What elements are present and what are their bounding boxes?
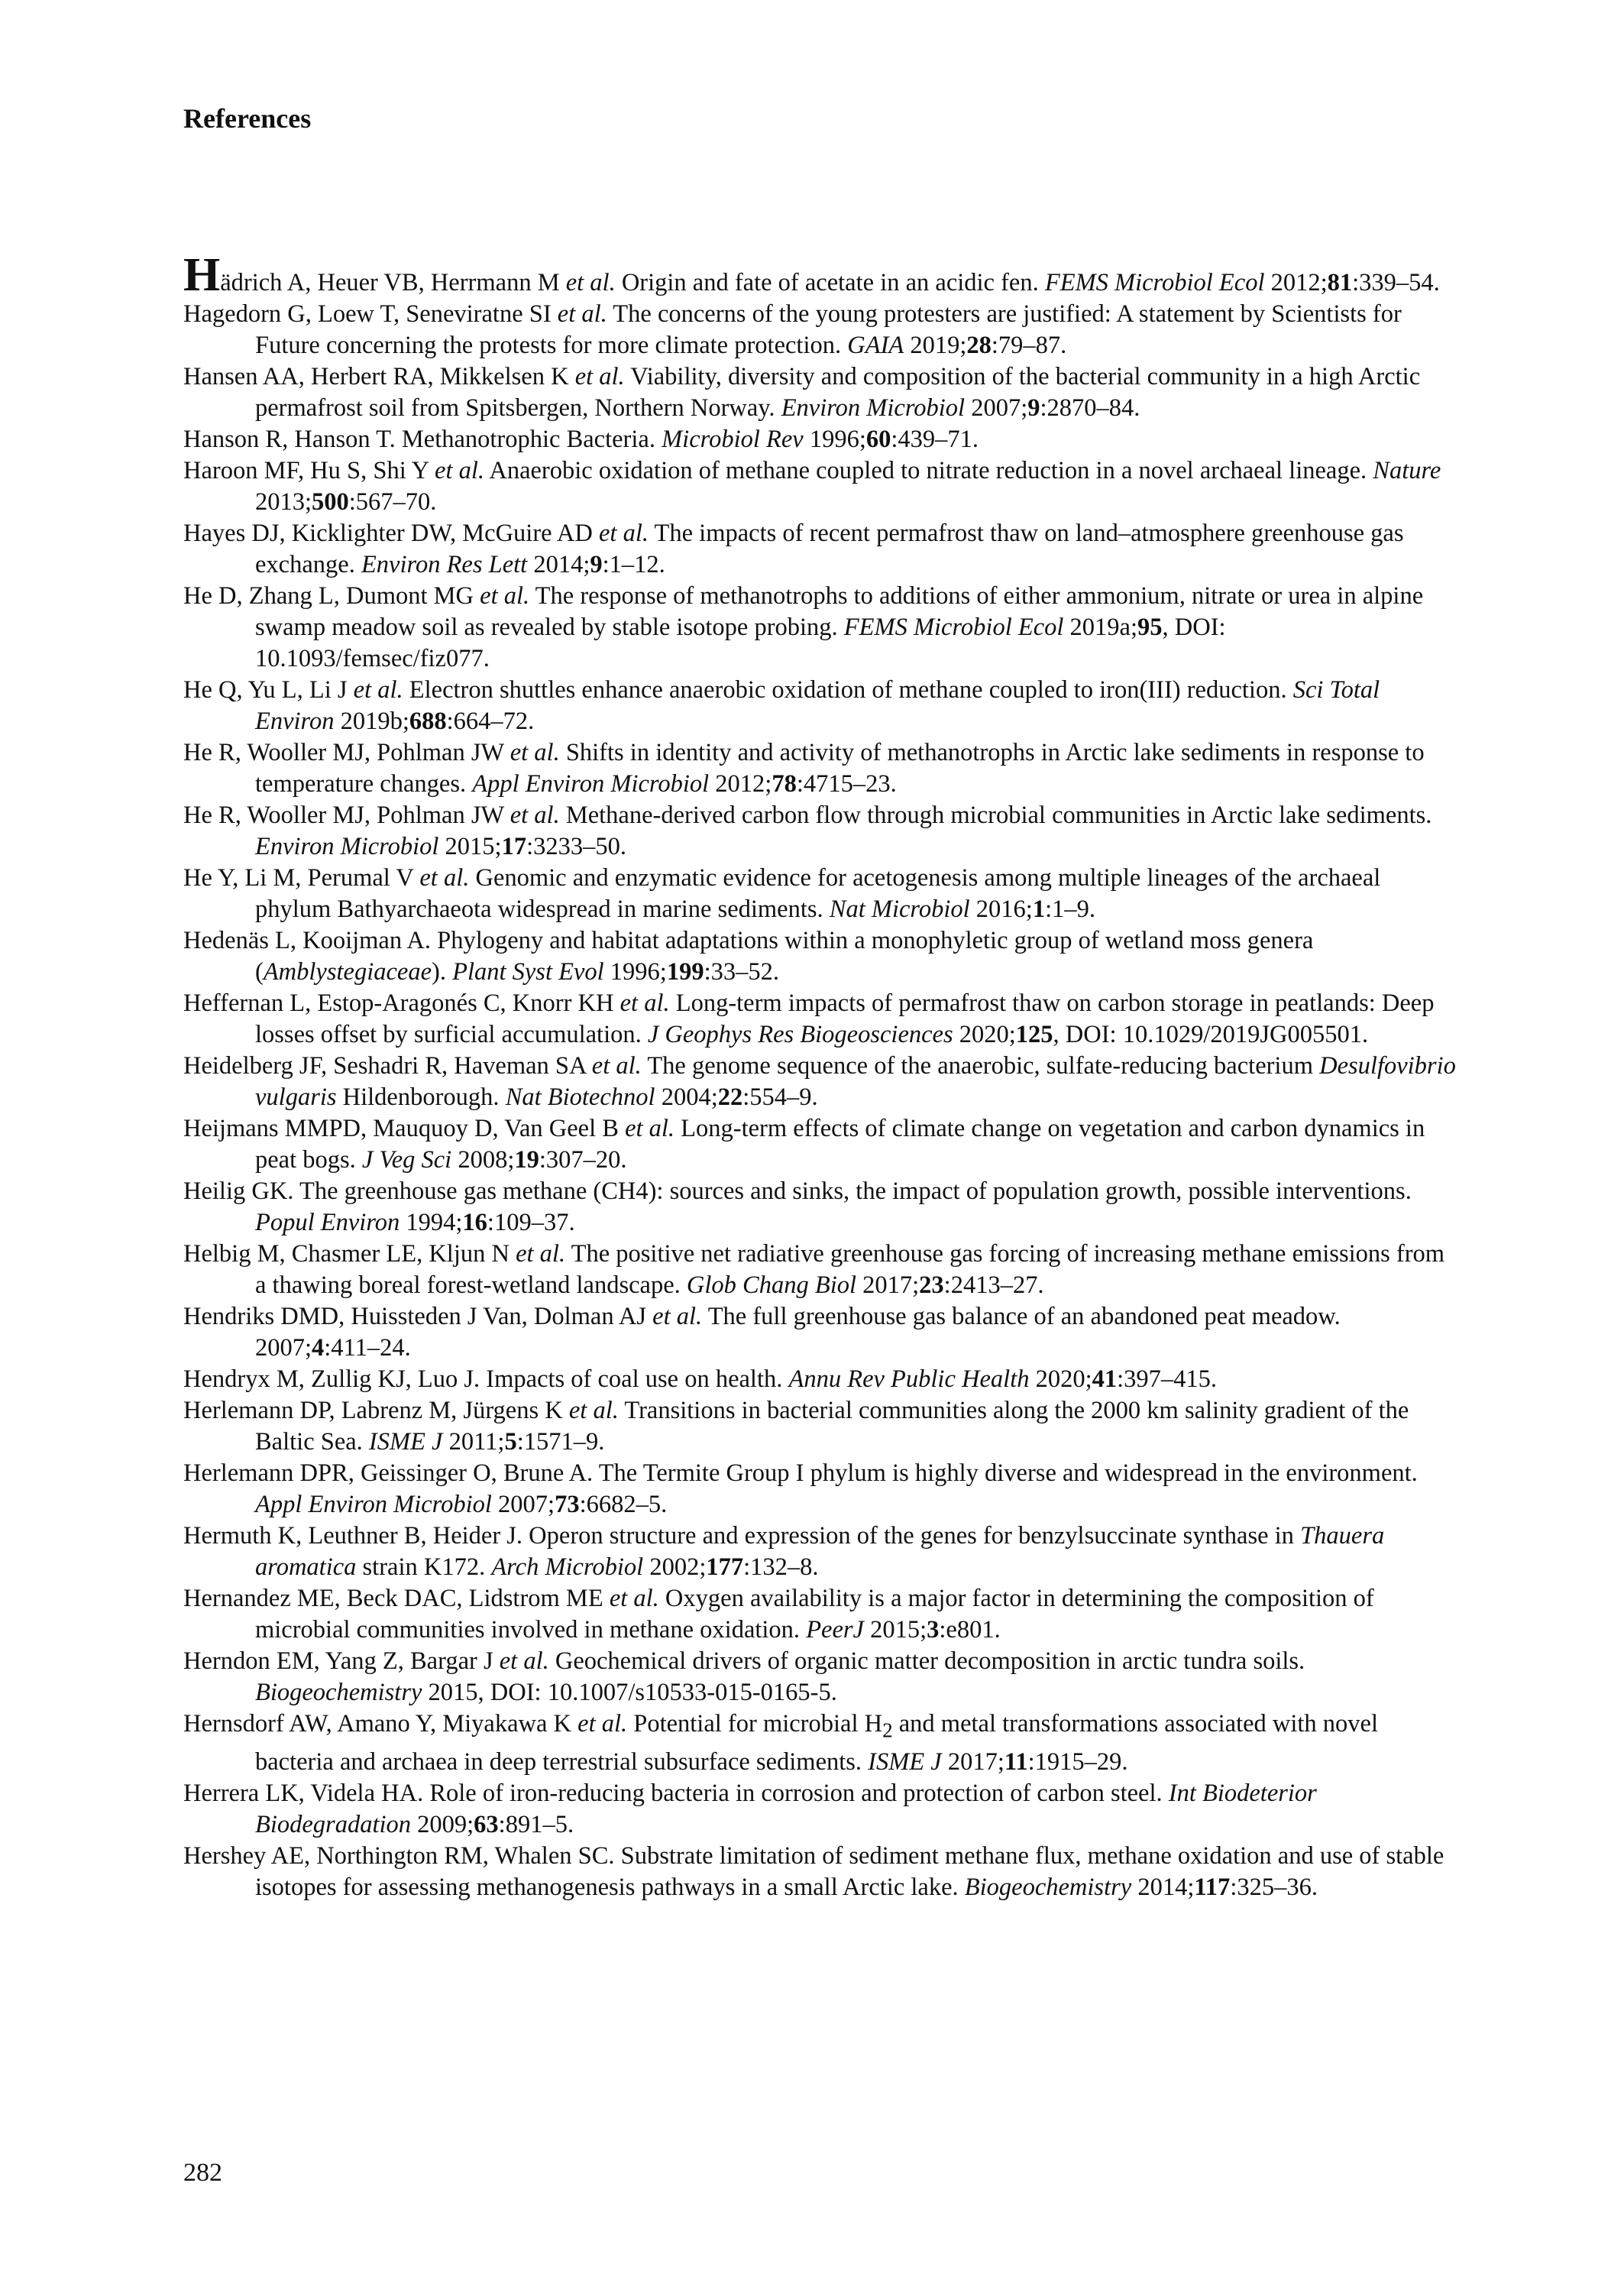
reference-text: :1915–29.: [1027, 1747, 1128, 1776]
reference-text: Oxygen availability is a major factor in determining the composition of microbial communities involved in methane oxidation.: [255, 1585, 1374, 1644]
reference-text: Hernandez ME, Beck DAC, Lidstrom ME: [183, 1585, 610, 1612]
volume-number: 4: [312, 1334, 325, 1362]
reference-text: :e801.: [939, 1616, 1001, 1644]
reference-text: :4715–23.: [796, 770, 897, 798]
volume-number: 41: [1092, 1365, 1118, 1393]
volume-number: 9: [590, 551, 603, 578]
reference-text: He R, Wooller MJ, Pohlman JW: [183, 739, 510, 766]
italic-text: et al.: [435, 457, 485, 484]
italic-text: et al.: [620, 989, 670, 1017]
reference-entry: [183, 1364, 1459, 1395]
reference-entry: [183, 1778, 1459, 1841]
reference-text: Hansen AA, Herbert RA, Mikkelsen K: [183, 363, 575, 390]
volume-number: 60: [865, 426, 891, 453]
reference-entry: [183, 581, 1459, 675]
italic-text: et al.: [598, 520, 649, 547]
reference-text: 2012;: [709, 770, 772, 798]
reference-text: Long-term effects of climate change on vegetation and carbon dynamics in peat bogs.: [255, 1115, 1425, 1174]
italic-text: FEMS Microbiol Ecol: [1044, 269, 1265, 296]
volume-number: 16: [462, 1209, 487, 1236]
reference-text: :339–54.: [1352, 269, 1440, 296]
reference-text: 2019;: [904, 332, 967, 359]
reference-text: Heijmans MMPD, Mauquoy D, Van Geel B: [183, 1115, 626, 1142]
italic-text: Microbiol Rev: [662, 426, 804, 453]
volume-number: 125: [1015, 1021, 1053, 1048]
volume-number: 95: [1137, 614, 1163, 641]
reference-text: Long-term impacts of permafrost thaw on carbon storage in peatlands: Deep losses offset by surficial accumulation.: [255, 989, 1435, 1048]
reference-text: 2002;: [643, 1553, 707, 1581]
italic-text: Sci Total Environ: [255, 676, 1380, 735]
reference-text: Hagedorn G, Loew T, Seneviratne SI: [183, 300, 558, 328]
reference-entry: [183, 675, 1459, 737]
reference-text: 2016;: [969, 896, 1033, 923]
italic-text: Annu Rev Public Health: [788, 1365, 1030, 1393]
reference-text: :1–9.: [1045, 896, 1095, 923]
italic-text: et al.: [565, 269, 616, 296]
italic-text: et al.: [516, 1240, 566, 1268]
reference-entry: [183, 455, 1459, 518]
volume-number: 117: [1194, 1873, 1231, 1901]
italic-text: et al.: [625, 1115, 675, 1142]
subscript-text: 2: [882, 1718, 893, 1742]
italic-text: Biogeochemistry: [964, 1873, 1132, 1901]
volume-number: 78: [772, 770, 797, 798]
italic-text: Nat Microbiol: [829, 896, 970, 923]
reference-entry: [183, 1521, 1459, 1583]
italic-text: Glob Chang Biol: [686, 1271, 857, 1299]
volume-number: 500: [312, 488, 349, 516]
reference-text: ).: [432, 958, 453, 986]
reference-text: :6682–5.: [579, 1491, 668, 1518]
italic-text: Arch Microbiol: [491, 1553, 644, 1581]
reference-text: strain K172.: [356, 1553, 492, 1581]
volume-number: 28: [966, 332, 992, 359]
italic-text: et al.: [510, 739, 560, 766]
italic-text: Environ Microbiol: [781, 394, 966, 422]
reference-entry: [183, 249, 1459, 301]
reference-entry: [183, 1239, 1459, 1301]
reference-entry: [183, 1113, 1459, 1176]
italic-text: Environ Microbiol: [255, 833, 439, 860]
reference-text: :439–71.: [891, 426, 979, 453]
italic-text: et al.: [568, 1397, 619, 1424]
reference-text: and metal transformations associated with novel bacteria and archaea in deep terrestrial subsurface sediments.: [255, 1710, 1379, 1776]
reference-text: :3233–50.: [526, 833, 626, 860]
reference-text: 2020;: [953, 1021, 1016, 1048]
italic-text: Environ Res Lett: [361, 551, 528, 578]
reference-text: Herrera LK, Videla HA. Role of iron-reducing bacteria in corrosion and protection of carbon steel.: [183, 1779, 1169, 1807]
italic-text: et al.: [419, 864, 470, 892]
volume-number: 17: [501, 833, 527, 860]
reference-text: Hanson R, Hanson T. Methanotrophic Bacteria.: [183, 426, 662, 453]
reference-text: 2011;: [442, 1428, 505, 1456]
reference-text: 2017;: [856, 1271, 920, 1299]
italic-text: et al.: [574, 363, 625, 390]
reference-entry: [183, 1051, 1459, 1113]
volume-number: 63: [474, 1810, 499, 1838]
reference-text: Potential for microbial H: [627, 1710, 883, 1738]
reference-text: Origin and fate of acetate in an acidic fen.: [615, 269, 1045, 296]
reference-text: ädrich A, Heuer VB, Herrmann M: [220, 269, 566, 296]
reference-text: 2012;: [1264, 269, 1328, 296]
reference-entry: [183, 1176, 1459, 1239]
reference-entry: [183, 988, 1459, 1051]
reference-text: :567–70.: [348, 488, 437, 516]
volume-number: 1: [1032, 896, 1046, 923]
reference-text: 1996;: [603, 958, 667, 986]
reference-text: Heffernan L, Estop-Aragonés C, Knorr KH: [183, 989, 620, 1017]
reference-text: Shifts in identity and activity of methanotrophs in Arctic lake sediments in response to temperature changes.: [255, 739, 1425, 798]
reference-entry: [183, 800, 1459, 863]
reference-text: :33–52.: [704, 958, 779, 986]
reference-text: :1–12.: [602, 551, 665, 578]
reference-text: , DOI: 10.1029/2019JG005501.: [1053, 1021, 1369, 1048]
volume-number: 19: [514, 1146, 539, 1174]
reference-text: 2013;: [255, 488, 312, 516]
volume-number: 688: [409, 708, 447, 735]
volume-number: 73: [555, 1491, 580, 1518]
reference-text: Transitions in bacterial communities along the 2000 km salinity gradient of the Baltic Sea.: [255, 1397, 1409, 1456]
page-number: 282: [183, 2159, 222, 2187]
reference-entry: [183, 925, 1459, 988]
reference-text: :664–72.: [446, 708, 535, 735]
reference-text: He R, Wooller MJ, Pohlman JW: [183, 802, 510, 829]
reference-text: 2008;: [451, 1146, 515, 1174]
reference-text: :325–36.: [1230, 1873, 1318, 1901]
reference-text: Genomic and enzymatic evidence for acetogenesis among multiple lineages of the archaeal phylum Bathyarchaeota widespread in marine sediments.: [255, 864, 1381, 923]
reference-text: He Y, Li M, Perumal V: [183, 864, 420, 892]
reference-entry: [183, 1395, 1459, 1458]
reference-text: Hedenäs L, Kooijman A. Phylogeny and habitat adaptations within a monophyletic group of wetland moss genera (: [183, 927, 1314, 986]
reference-text: The positive net radiative greenhouse gas forcing of increasing methane emissions from a thawing boreal forest-wetland landscape.: [255, 1240, 1445, 1299]
reference-entry: [183, 518, 1459, 581]
reference-text: The response of methanotrophs to additions of either ammonium, nitrate or urea in alpine swamp meadow soil as revealed by stable isotope probing.: [255, 582, 1424, 641]
reference-text: 2009;: [411, 1810, 474, 1838]
reference-text: :2413–27.: [943, 1271, 1044, 1299]
reference-text: Hendryx M, Zullig KJ, Luo J. Impacts of coal use on health.: [183, 1365, 789, 1393]
italic-text: J Veg Sci: [361, 1146, 452, 1174]
reference-text: 2019b;: [334, 708, 409, 735]
drop-cap-letter: H: [183, 249, 221, 301]
reference-text: :79–87.: [991, 332, 1067, 359]
italic-text: PeerJ: [806, 1616, 864, 1644]
italic-text: Int Biodeterior Biodegradation: [255, 1779, 1317, 1838]
reference-text: Hendriks DMD, Huissteden J Van, Dolman AJ: [183, 1303, 653, 1330]
reference-text: The full greenhouse gas balance of an abandoned peat meadow. 2007;: [255, 1303, 1341, 1362]
reference-text: The impacts of recent permafrost thaw on land–atmosphere greenhouse gas exchange.: [255, 520, 1404, 578]
reference-entry: [183, 863, 1459, 925]
volume-number: 23: [919, 1271, 944, 1299]
italic-text: et al.: [591, 1052, 642, 1080]
reference-text: Haroon MF, Hu S, Shi Y: [183, 457, 435, 484]
volume-number: 22: [717, 1083, 743, 1111]
reference-entry: [183, 1458, 1459, 1521]
volume-number: 9: [1027, 394, 1040, 422]
italic-text: Thauera aromatica: [255, 1522, 1385, 1581]
italic-text: et al.: [609, 1585, 659, 1612]
reference-text: :891–5.: [498, 1810, 574, 1838]
reference-entry: [183, 1708, 1459, 1778]
reference-text: Herlemann DP, Labrenz M, Jürgens K: [183, 1397, 569, 1424]
reference-entry: [183, 361, 1459, 424]
volume-number: 199: [666, 958, 704, 986]
reference-text: :411–24.: [324, 1334, 411, 1362]
reference-text: Herlemann DPR, Geissinger O, Brune A. The Termite Group I phylum is highly diverse and widespread in the environment.: [183, 1459, 1418, 1487]
volume-number: 11: [1004, 1747, 1028, 1776]
reference-text: 1996;: [803, 426, 866, 453]
reference-entry: [183, 299, 1459, 361]
reference-text: Anaerobic oxidation of methane coupled to nitrate reduction in a novel archaeal lineage.: [484, 457, 1373, 484]
reference-entry: [183, 1583, 1459, 1646]
reference-entry: [183, 1841, 1459, 1903]
reference-entry: [183, 424, 1459, 455]
reference-text: :1571–9.: [516, 1428, 605, 1456]
reference-text: Geochemical drivers of organic matter decomposition in arctic tundra soils.: [548, 1647, 1305, 1675]
reference-entry: [183, 737, 1459, 800]
reference-text: Herndon EM, Yang Z, Bargar J: [183, 1647, 500, 1675]
reference-text: 2007;: [965, 394, 1028, 422]
italic-text: Appl Environ Microbiol: [255, 1491, 492, 1518]
volume-number: 177: [706, 1553, 744, 1581]
italic-text: FEMS Microbiol Ecol: [843, 614, 1064, 641]
italic-text: et al.: [353, 676, 403, 704]
reference-text: Hershey AE, Northington RM, Whalen SC. Substrate limitation of sediment methane flux, methane oxidation and use of stable isotopes for assessing methanogenesis pathways in a small Arctic lake.: [183, 1841, 1444, 1901]
reference-text: Hildenborough.: [336, 1083, 506, 1111]
reference-text: 2017;: [941, 1747, 1004, 1776]
reference-text: Electron shuttles enhance anaerobic oxidation of methane coupled to iron(III) reduction.: [403, 676, 1293, 704]
reference-text: :307–20.: [539, 1146, 627, 1174]
reference-text: He D, Zhang L, Dumont MG: [183, 582, 480, 610]
volume-number: 81: [1327, 269, 1353, 296]
italic-text: Amblystegiaceae: [263, 958, 432, 986]
reference-text: Helbig M, Chasmer LE, Kljun N: [183, 1240, 516, 1268]
reference-text: 2020;: [1029, 1365, 1092, 1393]
italic-text: Biogeochemistry: [255, 1679, 422, 1706]
italic-text: Nature: [1373, 457, 1441, 484]
reference-text: Viability, diversity and composition of the bacterial community in a high Arctic permafrost soil from Spitsbergen, Northern Norway.: [255, 363, 1421, 422]
reference-text: Heilig GK. The greenhouse gas methane (CH4): sources and sinks, the impact of population growth, possible interventions.: [183, 1177, 1412, 1205]
reference-text: :554–9.: [742, 1083, 818, 1111]
reference-text: 1994;: [400, 1209, 463, 1236]
reference-text: 2014;: [527, 551, 590, 578]
italic-text: Appl Environ Microbiol: [472, 770, 710, 798]
reference-entry: [183, 1301, 1459, 1364]
italic-text: et al.: [499, 1647, 549, 1675]
reference-text: He Q, Yu L, Li J: [183, 676, 354, 704]
italic-text: ISME J: [368, 1428, 443, 1456]
reference-text: , DOI: 10.1093/femsec/fiz077.: [255, 614, 1226, 672]
italic-text: J Geophys Res Biogeosciences: [647, 1021, 953, 1048]
volume-number: 5: [504, 1428, 517, 1456]
italic-text: et al.: [557, 300, 607, 328]
reference-text: Hermuth K, Leuthner B, Heider J. Operon structure and expression of the genes for benzylsuccinate synthase in: [183, 1522, 1301, 1550]
reference-text: 2015;: [863, 1616, 927, 1644]
reference-text: :397–415.: [1117, 1365, 1218, 1393]
italic-text: GAIA: [847, 332, 904, 359]
reference-text: Methane-derived carbon flow through microbial communities in Arctic lake sediments.: [559, 802, 1432, 829]
page-heading: References: [183, 103, 312, 134]
italic-text: et al.: [577, 1710, 628, 1738]
reference-text: The concerns of the young protesters are justified: A statement by Scientists for Future concerning the protests for more climate protection.: [255, 300, 1402, 359]
reference-text: 2015, DOI: 10.1007/s10533-015-0165-5.: [422, 1679, 837, 1706]
reference-text: 2014;: [1131, 1873, 1195, 1901]
reference-text: 2007;: [491, 1491, 555, 1518]
volume-number: 3: [927, 1616, 940, 1644]
reference-text: Hernsdorf AW, Amano Y, Miyakawa K: [183, 1710, 578, 1738]
reference-text: 2004;: [655, 1083, 718, 1111]
reference-text: 2019a;: [1063, 614, 1138, 641]
reference-entry: [183, 1646, 1459, 1708]
reference-text: :132–8.: [743, 1553, 819, 1581]
reference-list: [183, 249, 1459, 1903]
reference-text: 2015;: [438, 833, 502, 860]
italic-text: et al.: [510, 802, 560, 829]
reference-text: :2870–84.: [1040, 394, 1140, 422]
reference-text: The genome sequence of the anaerobic, sulfate-reducing bacterium: [641, 1052, 1320, 1080]
italic-text: Plant Syst Evol: [452, 958, 604, 986]
italic-text: Desulfovibrio vulgaris: [255, 1052, 1456, 1111]
reference-text: :109–37.: [487, 1209, 575, 1236]
italic-text: et al.: [480, 582, 530, 610]
reference-text: Heidelberg JF, Seshadri R, Haveman SA: [183, 1052, 592, 1080]
italic-text: Popul Environ: [255, 1209, 400, 1236]
italic-text: Nat Biotechnol: [505, 1083, 655, 1111]
italic-text: et al.: [652, 1303, 703, 1330]
italic-text: ISME J: [868, 1747, 942, 1776]
reference-text: Hayes DJ, Kicklighter DW, McGuire AD: [183, 520, 599, 547]
